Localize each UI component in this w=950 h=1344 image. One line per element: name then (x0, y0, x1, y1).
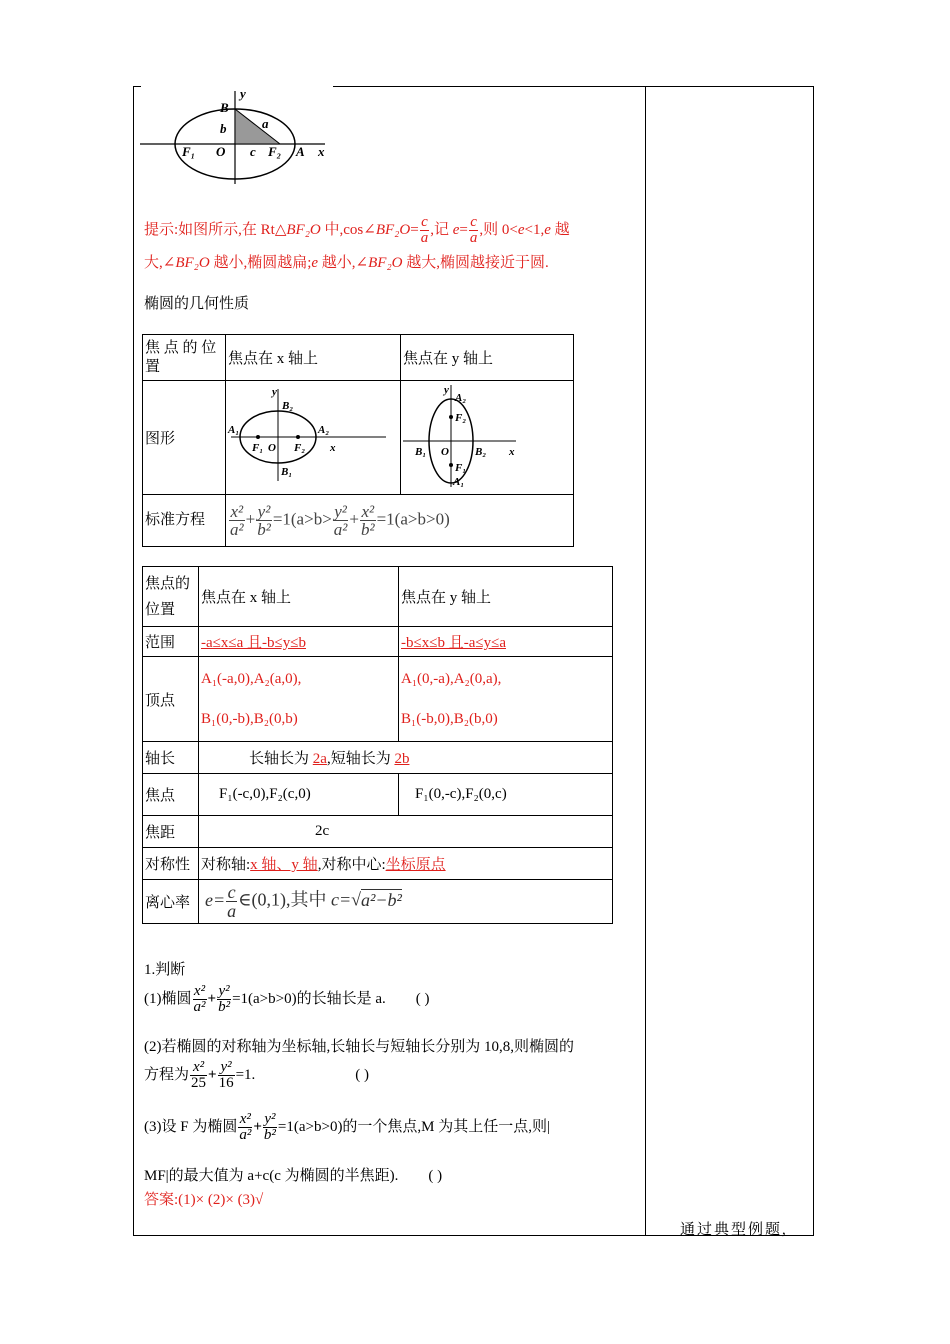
q3-post: =1(a>b>0)的一个焦点,M 为其上任一点,则| (277, 1118, 551, 1135)
q3-line2: MF|的最大值为 a+c(c 为椭圆的半焦距). (144, 1168, 399, 1184)
question-3: (3)设 F 为椭圆 $\frac{\text{x²}}{\text{a²}}$ + $\frac{\text{y²}}{\text{b²}}$ =1(a>b>0)的一个焦点,M 为其上任一点,则| (144, 1111, 551, 1143)
lbl-O: O (268, 442, 276, 454)
t2-vertex-y (399, 657, 613, 742)
lbl-A1: A₁ (453, 476, 465, 488)
label-F1: F₁ (182, 144, 196, 159)
q2-post: =1. (235, 1066, 256, 1083)
label-O: O (216, 144, 226, 159)
sym-pre: 对称轴: (201, 857, 251, 873)
t2-focus-y: F₁(0,-c),F₂(0,c) (399, 774, 613, 816)
sym-center: 坐标原点 (385, 857, 446, 873)
hint-angle: BF₂O (175, 255, 210, 271)
hint-e: e (452, 222, 460, 238)
q3-blank: ( ) (428, 1168, 443, 1184)
n: x² (361, 502, 375, 521)
label-c: c (250, 144, 256, 159)
n: y² (218, 1060, 235, 1076)
label-x: x (318, 144, 325, 159)
frame-divider (645, 86, 646, 1236)
q1-frac-2 (217, 984, 231, 1015)
ellipse-table-2 (142, 566, 613, 924)
q1-post: =1(a>b>0)的长轴长是 a. (232, 990, 386, 1007)
n: x² (230, 502, 244, 521)
hint-angle: BF₂O (375, 222, 411, 238)
n: x² (193, 983, 206, 999)
lbl-O: O (441, 446, 449, 458)
lbl-F1: F₁ (252, 442, 264, 454)
t2-focal-distance-value: 2c (199, 816, 613, 848)
q3-frac-1 (238, 1112, 252, 1143)
frame-top (333, 86, 813, 87)
hint-paragraph: 提示:如图所示,在 Rt△BF₂O 中,cos∠BF₂O= $\frac{c}{a}$ ,记 e= $\frac{c}{a}$ ,则 0<e<1,e 越 大,∠BF₂O 越小,椭圆越扁;e 越小,∠BF₂O 越大,椭圆越接近于圆. (144, 214, 570, 271)
t1-figure-x (226, 381, 401, 495)
q1-frac-1 (193, 984, 207, 1015)
ecc-e: e= (205, 889, 226, 910)
t1-header-y: 焦点在 y 轴上 (401, 335, 574, 381)
q2-frac-2 (218, 1060, 235, 1091)
axis-mid: ,短轴长为 (326, 751, 395, 767)
ecc-sqrt: a²−b² (360, 889, 402, 910)
t1-equations: $\frac{\text{x²}}{\text{a²}}$ + $\frac{\text{y²}}{\text{b²}}$ =1(a>b> $\frac{\text{y²}}{\text{a²}}$ + $\frac{\text{x²}}{\text{b²}}$ =1(a>b>0) (226, 495, 574, 547)
q2-line1: (2)若椭圆的对称轴为坐标轴,长轴长与短轴长分别为 10,8,则椭圆的 (144, 1039, 574, 1055)
lbl-A2: A₂ (455, 392, 467, 404)
t2-header-label: 焦点的位置 (143, 567, 199, 627)
d: b² (218, 999, 231, 1015)
axis-pre: 长轴长为 (249, 751, 313, 767)
hint-fraction-2 (469, 215, 479, 246)
ellipse-y-diagram (401, 381, 571, 489)
frac-num: c (470, 214, 477, 231)
d: 25 (191, 1075, 207, 1091)
d: a² (193, 999, 206, 1015)
n: y² (334, 502, 347, 521)
lbl-B1: B₁ (281, 466, 293, 478)
axis-long: 2a (312, 751, 327, 767)
hint-line2-c: 越小,∠ (318, 255, 369, 271)
focus-1 (449, 463, 453, 467)
hint-line2-d: 越大,椭圆越接近于圆. (402, 255, 549, 271)
hint-mid: 中,cos∠ (320, 222, 376, 238)
hint-angle: BF₂O (368, 255, 403, 271)
t1-equation-label: 标准方程 (143, 495, 226, 547)
d: b² (257, 520, 271, 539)
t2-focus-label: 焦点 (143, 774, 199, 816)
d: b² (360, 520, 375, 539)
hint-triangle: BF₂O (286, 222, 321, 238)
eq-frac-4 (360, 503, 376, 538)
d: b² (263, 1127, 276, 1143)
hint-line2-b: 越小,椭圆越扁; (209, 255, 312, 271)
eq-frac-3 (333, 503, 349, 538)
questions-title: 1.判断 (144, 962, 186, 978)
t2-vertex-x-1: A₁(-a,0),A₂(a,0), (201, 671, 302, 687)
label-F2: F₂ (268, 144, 282, 159)
t2-range-y: -b≤x≤b 且-a≤y≤a (399, 627, 613, 657)
lbl-F1: F₁ (455, 462, 467, 474)
t2-range-label: 范围 (143, 627, 199, 657)
ellipse-table-1 (142, 334, 574, 547)
q2-pre: 方程为 (144, 1066, 190, 1083)
label-A: A (296, 144, 305, 159)
label-b: b (220, 121, 227, 136)
hint-note: ,记 (430, 222, 453, 238)
sym-axes: x 轴、y 轴 (250, 857, 318, 873)
q2-blank: ( ) (355, 1066, 370, 1083)
t2-axis-value (199, 742, 613, 774)
section-title: 椭圆的几何性质 (144, 296, 250, 312)
d: a² (333, 520, 348, 539)
hint-e: e (311, 255, 319, 271)
eq-rest-x: =1(a>b> (272, 509, 332, 529)
n: x² (239, 1111, 251, 1127)
t2-header-y: 焦点在 y 轴上 (399, 567, 613, 627)
ecc-in: ∈(0,1),其中 (238, 889, 327, 910)
t2-symmetry-value (199, 848, 613, 880)
label-a: a (262, 116, 269, 131)
t2-range-x: -a≤x≤a 且-b≤y≤b (199, 627, 399, 657)
t1-figure-label: 图形 (143, 381, 226, 495)
ecc-frac (226, 883, 237, 920)
t2-eccentricity-label: 离心率 (143, 880, 199, 924)
d: a² (230, 520, 244, 539)
ellipse-triangle-diagram (140, 86, 340, 186)
hint-fraction (420, 215, 430, 246)
hint-e: e (517, 222, 525, 238)
t2-axis-label: 轴长 (143, 742, 199, 774)
n: y² (218, 983, 230, 999)
eq-frac-2 (256, 503, 272, 538)
lbl-F2: F₂ (294, 442, 306, 454)
eq-rest-y: =1(a>b>0) (376, 509, 450, 529)
t1-header-x: 焦点在 x 轴上 (226, 335, 401, 381)
side-note: 通过典型例题, (680, 1222, 788, 1238)
frac-den: a (469, 230, 478, 247)
q2-frac-1 (190, 1060, 207, 1091)
focus-1 (256, 435, 260, 439)
t2-vertex-label: 顶点 (143, 657, 199, 742)
lbl-x: x (509, 446, 515, 458)
d: a (227, 901, 237, 921)
lbl-F2: F₂ (455, 412, 467, 424)
lbl-A2: A₂ (318, 424, 330, 436)
q3-line2-row (144, 1164, 442, 1185)
n: y² (264, 1111, 276, 1127)
t2-vertex-y-1: A₁(0,-a),A₂(0,a), (401, 671, 502, 687)
hint-then: ,则 0< (479, 222, 518, 238)
lbl-B1: B₁ (415, 446, 427, 458)
axis-short: 2b (394, 751, 410, 767)
hint-label: 提示:如图所示,在 Rt△ (144, 222, 287, 238)
frac-den: a (420, 230, 429, 247)
label-y: y (240, 86, 246, 101)
d: 16 (218, 1075, 234, 1091)
t1-figure-y (401, 381, 574, 495)
focus-2 (296, 435, 300, 439)
d: a² (239, 1127, 252, 1143)
t2-symmetry-label: 对称性 (143, 848, 199, 880)
n: y² (257, 502, 271, 521)
hint-e-bigger: 越 (550, 222, 570, 238)
ecc-c: c= (330, 889, 352, 910)
t2-header-x: 焦点在 x 轴上 (199, 567, 399, 627)
lbl-x: x (330, 442, 336, 454)
question-1: (1)椭圆 $\frac{\text{x²}}{\text{a²}}$ + $\frac{\text{y²}}{\text{b²}}$ =1(a>b>0)的长轴长是 a. ( ) (144, 983, 430, 1015)
t2-vertex-x-2: B₁(0,-b),B₂(0,b) (201, 711, 298, 727)
n: x² (190, 1060, 207, 1076)
t2-focal-distance-label: 焦距 (143, 816, 199, 848)
hint-line2-a: 大,∠ (144, 255, 176, 271)
n: c (227, 882, 236, 902)
frame-left (133, 86, 134, 1236)
eq-frac-1 (229, 503, 245, 538)
lbl-y: y (272, 386, 277, 398)
hint-range-end: <1, (524, 222, 545, 238)
lbl-A1: A₁ (228, 424, 240, 436)
q3-pre: (3)设 F 为椭圆 (144, 1118, 238, 1135)
t2-eccentricity-value: e= $\frac{c}{a}$ ∈(0,1),其中 c=√a²−b² (199, 880, 613, 924)
q3-frac-2 (263, 1112, 277, 1143)
answer: 答案:(1)× (2)× (3)√ (144, 1192, 264, 1208)
lbl-y: y (444, 384, 449, 396)
focus-2 (449, 415, 453, 419)
lbl-B2: B₂ (475, 446, 487, 458)
frac-num: c (421, 214, 428, 231)
t2-vertex-y-2: B₁(-b,0),B₂(b,0) (401, 711, 498, 727)
frame-right (813, 86, 814, 1236)
t2-focus-x: F₁(-c,0),F₂(c,0) (199, 774, 399, 816)
q1-pre: (1)椭圆 (144, 990, 192, 1007)
right-triangle (235, 109, 280, 144)
q1-blank: ( ) (415, 990, 430, 1007)
hint-e: e (544, 222, 551, 238)
question-2: 方程为 $\frac{\text{x²}}{25}$ + $\frac{\text{y²}}{16}$ =1. ( ) (144, 1059, 370, 1091)
t2-vertex-x (199, 657, 399, 742)
hint-eq: = (410, 222, 419, 238)
ellipse-x-diagram (226, 381, 396, 489)
sym-mid: ,对称中心: (317, 857, 386, 873)
lbl-B2: B₂ (282, 400, 294, 412)
label-B: B (220, 100, 229, 115)
t1-header-label: 焦 点 的 位置 (143, 335, 226, 381)
